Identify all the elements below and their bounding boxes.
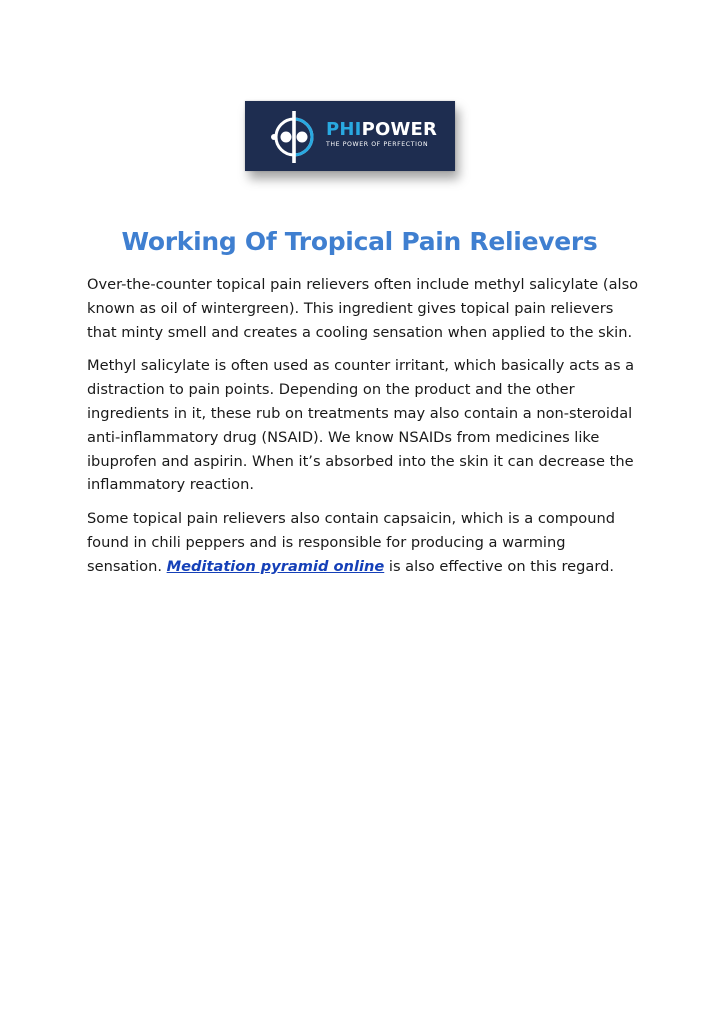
paragraph-methyl-salicylate: Methyl salicylate is often used as counter irritant, which basically acts as a distraction to pain points. Depending on the product and the other ingredients in it, these rub on treatments may also contain a non-steroidal anti-inflammatory drug (NSAID). We know NSAIDs from medicines like ibuprofen and aspirin. When it’s absorbed into the skin it can decrease the inflammatory reaction. bbox=[87, 357, 635, 494]
article-body bbox=[87, 273, 639, 589]
paragraph-capsaicin-text: Some topical pain relievers also contain capsaicin, which is a compound found in chili peppers and is responsible for producing a warming sensation. bbox=[87, 510, 615, 575]
brand-name bbox=[326, 120, 437, 140]
brand-name-prefix: PHI bbox=[326, 119, 362, 140]
paragraph-topical-ingredients: Over-the-counter topical pain relievers often include methyl salicylate (also known as oil of wintergreen). This ingredient gives topical pain relievers that minty smell and creates a cooling sensation when applied to the skin. bbox=[87, 276, 639, 341]
phi-symbol-icon bbox=[265, 109, 321, 165]
paragraph-capsaicin bbox=[87, 507, 639, 578]
paragraph-capsaicin-ending: is also effective on this regard. bbox=[384, 557, 615, 575]
brand-name-suffix: POWER bbox=[361, 119, 438, 140]
meditation-pyramid-link[interactable]: Meditation pyramid online bbox=[166, 557, 385, 575]
brand-logo bbox=[245, 101, 455, 171]
brand-tagline: THE POWER OF PERFECTION bbox=[326, 141, 429, 148]
article-heading: Working Of Tropical Pain Relievers bbox=[121, 227, 598, 256]
